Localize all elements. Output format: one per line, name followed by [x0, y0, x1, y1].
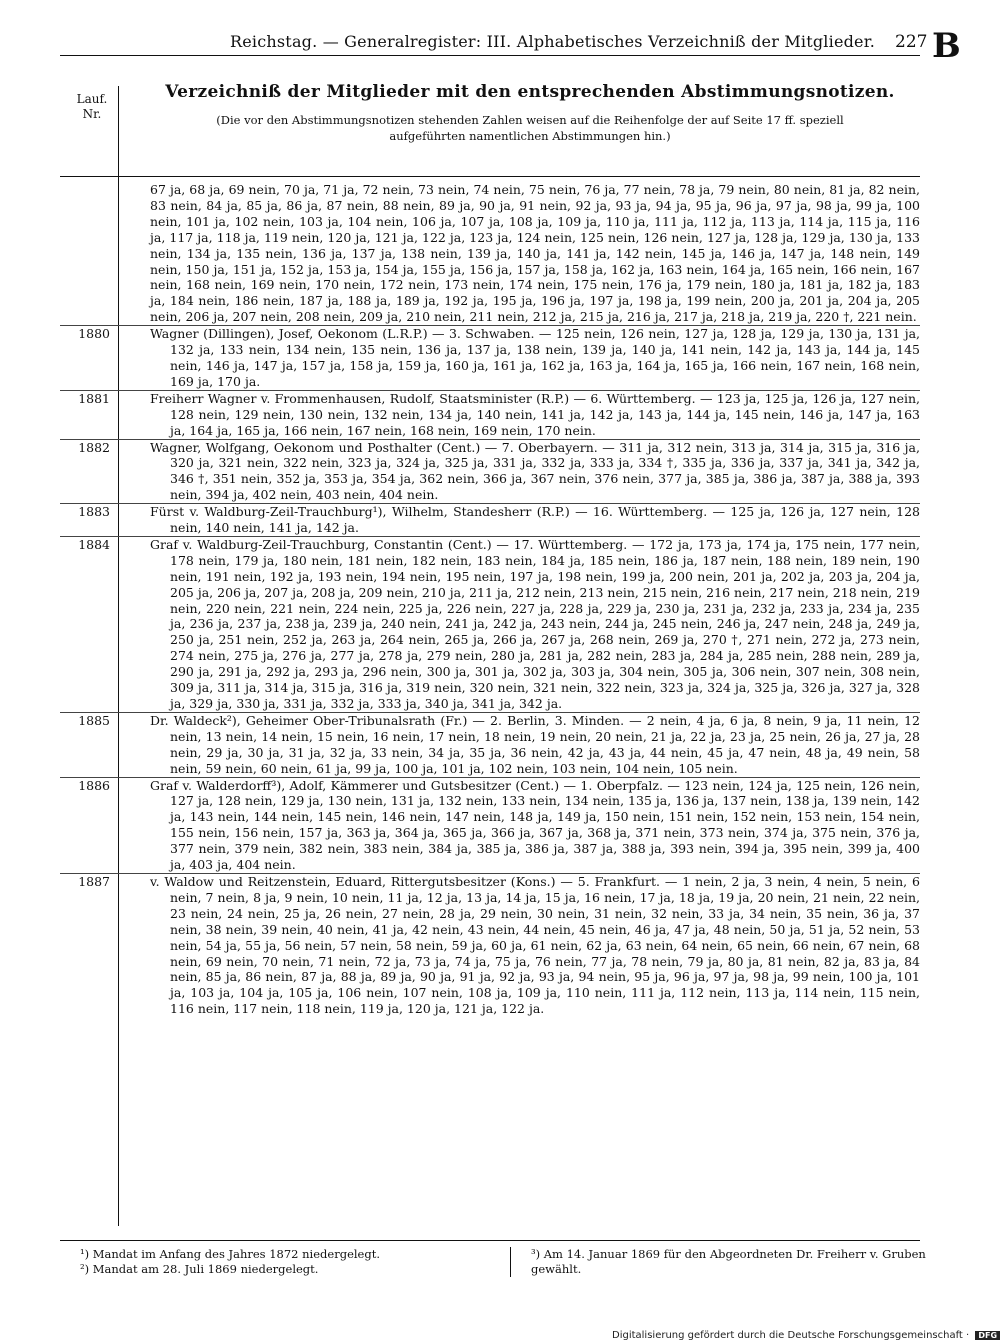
entry-text: Graf v. Waldburg-Zeil-Trauchburg, Constantin (Cent.) — 17. Württemberg. — 172 ja, 173 ja, 174 ja, 175 nein, 177 nein, 178 nein, 179 ja, 180 nein, 181 nein, 182 nein, 183 nein, 184 ja, 185 nein, 186 ja, 187 nein, 188 nein, 189 nein, 190 nein, 191 nein, 192 ja, 193 nein, 194 nein, 195 nein, 197 ja, 198 nein, 199 ja, 200 nein, 201 ja, 202 ja, 203 ja, 204 ja, 205 ja, 206 ja, 207 ja, 208 ja, 209 nein, 210 ja, 211 ja, 212 nein, 213 nein, 215 nein, 216 nein, 217 nein, 218 nein, 219 nein, 220 nein, 221 nein, 224 nein, 225 ja, 226 nein, 227 ja, 228 ja, 229 ja, 230 ja, 231 ja, 232 ja, 233 ja, 234 ja, 235 ja, 236 ja, 237 ja, 238 ja, 239 ja, 240 nein, 241 ja, 242 ja, 243 nein, 244 ja, 245 nein, 246 ja, 247 nein, 248 ja, 249 ja, 250 ja, 251 nein, 252 ja, 263 ja, 264 nein, 265 ja, 266 ja, 267 ja, 268 nein, 269 ja, 270 †, 271 nein, 272 ja, 273 nein, 274 nein, 275 ja, 276 ja, 277 ja, 278 ja, 279 nein, 280 ja, 281 ja, 282 nein, 283 ja, 284 ja, 285 nein, 288 nein, 289 ja, 290 ja, 291 ja, 292 ja, 293 ja, 296 nein, 300 ja, 301 ja, 302 ja, 303 ja, 304 nein, 305 ja, 306 nein, 307 nein, 308 nein, 309 ja, 311 ja, 314 ja, 315 ja, 316 ja, 319 nein, 320 nein, 321 nein, 322 nein, 323 ja, 324 ja, 325 ja, 326 ja, 327 ja, 328 ja, 329 ja, 330 ja, 331 ja, 332 ja, 333 ja, 340 ja, 341 ja, 342 ja.: [150, 536, 920, 711]
table-title: Verzeichniß der Mitglieder mit den entsprechenden Abstimmungsnotizen.: [165, 82, 895, 102]
entry-number: 1884: [78, 536, 110, 552]
entry-text: Wagner (Dillingen), Josef, Oekonom (L.R.P.) — 3. Schwaben. — 125 nein, 126 nein, 127 ja, 128 ja, 129 ja, 130 ja, 131 ja, 132 ja, 133 nein, 134 nein, 135 nein, 136 ja, 137 ja, 138 nein, 139 ja, 140 ja, 141 nein, 142 ja, 143 ja, 144 ja, 145 nein, 146 ja, 147 ja, 157 ja, 158 ja, 159 ja, 160 ja, 161 ja, 162 ja, 163 ja, 164 ja, 165 ja, 166 nein, 167 nein, 168 nein, 169 ja, 170 ja.: [150, 326, 920, 389]
digitization-credit: [612, 1330, 1000, 1341]
footnote-2: ²) Mandat am 28. Juli 1869 niedergelegt.: [80, 1262, 319, 1276]
header-rule: [60, 55, 920, 56]
footnote-1: ¹) Mandat im Anfang des Jahres 1872 niedergelegt.: [80, 1247, 380, 1261]
column-header-line2: Nr.: [82, 107, 102, 121]
entry-number: 1886: [78, 777, 110, 793]
table-note: (Die vor den Abstimmungsnotizen stehenden Zahlen weisen auf die Reihenfolge der auf Seite 17 ff. speziell aufgeführten namentlichen Abstimmungen hin.): [216, 113, 844, 143]
footnote-3: ³) Am 14. Januar 1869 für den Abgeordneten Dr. Freiherr v. Gruben gewählt.: [531, 1247, 926, 1276]
entry-text: Fürst v. Waldburg-Zeil-Trauchburg¹), Wilhelm, Standesherr (R.P.) — 16. Württemberg. — 125 ja, 126 ja, 127 nein, 128 nein, 140 nein, 141 ja, 142 ja.: [150, 504, 920, 536]
table-heading: [150, 82, 910, 144]
entry-number: 1887: [78, 873, 110, 889]
entry-number: 1882: [78, 439, 110, 455]
dfg-logo-icon: DFG: [975, 1331, 1000, 1340]
column-header-nr: [72, 92, 112, 122]
entry-1885: [60, 712, 920, 777]
footnotes-right: [510, 1247, 941, 1277]
footnotes: [60, 1240, 926, 1276]
footnotes-left: [80, 1247, 470, 1277]
entry-1882: [60, 439, 920, 504]
entry-1887: [60, 873, 920, 1017]
page-header: [60, 26, 961, 66]
entry-number: 1880: [78, 326, 110, 342]
entry-1886: [60, 777, 920, 873]
entry-text: Freiherr Wagner v. Frommenhausen, Rudolf, Staatsminister (R.P.) — 6. Württemberg. — 123 ja, 125 ja, 126 ja, 127 nein, 128 nein, 129 nein, 130 nein, 132 nein, 134 ja, 140 nein, 141 ja, 142 ja, 143 ja, 144 ja, 145 nein, 146 ja, 147 ja, 163 ja, 164 ja, 165 ja, 166 nein, 167 nein, 168 nein, 169 nein, 170 nein.: [150, 390, 920, 438]
entry-text: v. Waldow und Reitzenstein, Eduard, Rittergutsbesitzer (Kons.) — 5. Frankfurt. — 1 nein, 2 ja, 3 nein, 4 nein, 5 nein, 6 nein, 7 nein, 8 ja, 9 nein, 10 nein, 11 ja, 12 ja, 13 ja, 14 ja, 15 ja, 16 nein, 17 ja, 18 ja, 19 ja, 20 nein, 21 nein, 22 nein, 23 nein, 24 nein, 25 ja, 26 nein, 27 nein, 28 ja, 29 nein, 30 nein, 31 nein, 32 nein, 33 ja, 34 nein, 35 nein, 36 ja, 37 nein, 38 nein, 39 nein, 40 nein, 41 ja, 42 nein, 43 nein, 44 nein, 45 nein, 46 ja, 47 ja, 48 nein, 50 ja, 51 ja, 52 nein, 53 nein, 54 ja, 55 ja, 56 nein, 57 nein, 58 nein, 59 ja, 60 ja, 61 nein, 62 ja, 63 nein, 64 nein, 65 nein, 66 nein, 67 nein, 68 nein, 69 nein, 70 nein, 71 nein, 72 ja, 73 ja, 74 ja, 75 ja, 76 nein, 77 ja, 78 nein, 79 ja, 80 ja, 81 nein, 82 ja, 83 ja, 84 nein, 85 ja, 86 nein, 87 ja, 88 ja, 89 ja, 90 ja, 91 ja, 92 ja, 93 ja, 94 nein, 95 ja, 96 ja, 97 ja, 98 ja, 99 nein, 100 ja, 101 ja, 103 ja, 104 ja, 105 ja, 106 nein, 107 nein, 108 ja, 109 ja, 110 nein, 111 ja, 112 nein, 113 ja, 114 nein, 115 nein, 116 nein, 117 nein, 118 nein, 119 ja, 120 ja, 121 ja, 122 ja.: [150, 873, 920, 1017]
entry-number: 1881: [78, 390, 110, 406]
entry-text: Graf v. Walderdorff³), Adolf, Kämmerer und Gutsbesitzer (Cent.) — 1. Oberpfalz. — 123 nein, 124 ja, 125 nein, 126 nein, 127 ja, 128 nein, 129 ja, 130 nein, 131 ja, 132 nein, 133 nein, 134 nein, 135 ja, 136 ja, 137 nein, 138 ja, 139 nein, 142 ja, 143 nein, 144 nein, 145 nein, 146 nein, 147 nein, 148 ja, 149 ja, 150 nein, 151 nein, 152 nein, 153 nein, 154 nein, 155 nein, 156 nein, 157 ja, 363 ja, 364 ja, 365 ja, 366 ja, 367 ja, 368 ja, 371 nein, 373 nein, 374 ja, 375 nein, 376 ja, 377 nein, 379 nein, 382 nein, 383 nein, 384 ja, 385 ja, 386 ja, 387 ja, 388 ja, 393 nein, 394 ja, 395 nein, 399 ja, 400 ja, 403 ja, 404 nein.: [150, 777, 920, 873]
entry-1884: [60, 536, 920, 712]
entry-continuation: [60, 182, 920, 325]
entry-1880: [60, 325, 920, 390]
entry-1883: [60, 503, 920, 536]
member-entries: [60, 182, 920, 1017]
heading-rule: [60, 176, 920, 177]
entry-number: 1885: [78, 712, 110, 728]
running-title: Reichstag. — Generalregister: III. Alphabetisches Verzeichniß der Mitglieder.: [230, 32, 876, 51]
entry-text: 67 ja, 68 ja, 69 nein, 70 ja, 71 ja, 72 nein, 73 nein, 74 nein, 75 nein, 76 ja, 77 nein, 78 ja, 79 nein, 80 nein, 81 ja, 82 nein, 83 nein, 84 ja, 85 ja, 86 ja, 87 nein, 88 nein, 89 ja, 90 ja, 91 nein, 92 ja, 93 ja, 94 ja, 95 ja, 96 ja, 97 ja, 98 ja, 99 ja, 100 nein, 101 ja, 102 nein, 103 ja, 104 nein, 106 ja, 107 ja, 108 ja, 109 ja, 110 ja, 111 ja, 112 ja, 113 ja, 114 ja, 115 ja, 116 ja, 117 ja, 118 ja, 119 nein, 120 ja, 121 ja, 122 ja, 123 ja, 124 nein, 125 nein, 126 nein, 127 ja, 128 ja, 129 ja, 130 ja, 133 nein, 134 ja, 135 nein, 136 ja, 137 ja, 138 nein, 139 ja, 140 ja, 141 ja, 142 nein, 145 ja, 146 ja, 147 ja, 148 nein, 149 nein, 150 ja, 151 ja, 152 ja, 153 ja, 154 ja, 155 ja, 156 ja, 157 ja, 158 ja, 162 ja, 163 nein, 164 ja, 165 nein, 166 nein, 167 nein, 168 nein, 169 nein, 170 nein, 172 nein, 173 nein, 174 nein, 175 nein, 176 ja, 179 nein, 180 ja, 181 ja, 182 ja, 183 ja, 184 nein, 186 nein, 187 ja, 188 ja, 189 ja, 192 ja, 195 ja, 196 ja, 197 ja, 198 ja, 199 nein, 200 ja, 201 ja, 204 ja, 205 nein, 206 ja, 207 nein, 208 nein, 209 ja, 210 nein, 211 nein, 212 ja, 215 ja, 216 ja, 217 ja, 218 ja, 219 ja, 220 †, 221 nein.: [150, 182, 920, 325]
credit-text: Digitalisierung gefördert durch die Deutsche Forschungsgemeinschaft ·: [612, 1330, 970, 1341]
entry-text: Dr. Waldeck²), Geheimer Ober-Tribunalsrath (Fr.) — 2. Berlin, 3. Minden. — 2 nein, 4 ja, 6 ja, 8 nein, 9 ja, 11 nein, 12 nein, 13 nein, 14 nein, 15 nein, 16 nein, 17 nein, 18 nein, 19 nein, 20 nein, 21 ja, 22 ja, 23 ja, 25 nein, 26 ja, 27 ja, 28 nein, 29 ja, 30 ja, 31 ja, 32 ja, 33 nein, 34 ja, 35 ja, 36 nein, 42 ja, 43 ja, 44 nein, 45 ja, 47 nein, 48 ja, 49 nein, 58 nein, 59 nein, 60 nein, 61 ja, 99 ja, 100 ja, 101 ja, 102 nein, 103 nein, 104 nein, 105 nein.: [150, 712, 920, 776]
entry-1881: [60, 390, 920, 439]
column-header-line1: Lauf.: [76, 92, 108, 106]
entry-text: Wagner, Wolfgang, Oekonom und Posthalter (Cent.) — 7. Oberbayern. — 311 ja, 312 nein, 313 ja, 314 ja, 315 ja, 316 ja, 320 ja, 321 nein, 322 nein, 323 ja, 324 ja, 325 ja, 331 ja, 332 ja, 333 ja, 334 †, 335 ja, 336 ja, 337 ja, 341 ja, 342 ja, 346 †, 351 nein, 352 ja, 353 ja, 354 ja, 362 nein, 366 ja, 367 nein, 376 nein, 377 ja, 385 ja, 386 ja, 387 ja, 388 ja, 393 nein, 394 ja, 402 nein, 403 nein, 404 nein.: [150, 439, 920, 503]
entry-number: 1883: [78, 504, 110, 520]
page-number: 227: [895, 32, 928, 52]
section-letter: B: [932, 26, 961, 66]
